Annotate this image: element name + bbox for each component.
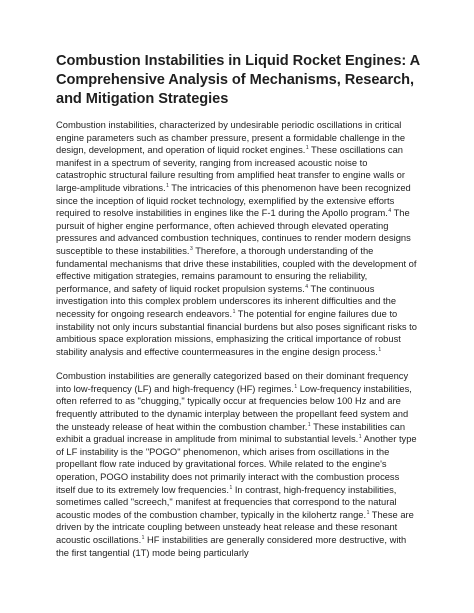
citation-marker: 1 xyxy=(229,484,233,491)
text-run: These instabilities can exhibit a gradual increase in amplitude from minimal to substantial levels. xyxy=(56,421,406,445)
citation-marker: 4 xyxy=(305,283,309,290)
text-run: Another type of LF instability is the "POGO" phenomenon, which arises from oscillations in the propellant flow rate induced by gravitational forces. While related to the engine's operation, POGO instability does not primarily interact with the combustion process itself due to its extremely low frequencies. xyxy=(56,434,417,495)
citation-marker: 1 xyxy=(166,182,169,189)
text-run: These are driven by the intricate coupling between unsteady heat release and these resonant acoustic oscillations. xyxy=(56,509,414,545)
citation-marker: 1 xyxy=(232,308,236,315)
citation-marker: 1 xyxy=(305,145,309,152)
paragraph-intro xyxy=(56,119,420,358)
text-run: The potential for engine failures due to instability not only incurs substantial financial burdens but also poses significant risks to ambitious space exploration missions, emphasizing the critical importance of robust stability analysis and effective countermeasures in the engine design process. xyxy=(56,308,417,357)
document-title: Combustion Instabilities in Liquid Rocket Engines: A Comprehensive Analysis of Mechanisms, Research, and Mitigation Strategies xyxy=(56,53,420,107)
citation-marker: 1 xyxy=(141,534,145,541)
paragraph-classification xyxy=(56,370,420,559)
text-run: These oscillations can manifest in a spectrum of severity, ranging from increased acoustic noise to catastrophic structural failure resulting from amplified heat transfer to engine walls or large-amplitude vibrations. xyxy=(56,145,405,193)
citation-marker: 1 xyxy=(378,346,382,353)
text-run: The pursuit of higher engine performance, often achieved through elevated operating pressures and advanced combustion techniques, continues to render modern designs susceptible to these instabilities. xyxy=(56,208,411,256)
text-run: Combustion instabilities, characterized by undesirable periodic oscillations in critical engine parameters such as chamber pressure, present a formidable challenge in the design, development, and operation of liquid rocket engines. xyxy=(56,120,406,156)
text-run: The intricacies of this phenomenon have been recognized since the inception of liquid rocket technology, exemplified by the extensive efforts required to resolve instabilities in engines like the F-1 during the Apollo program. xyxy=(56,182,411,219)
text-run: Low-frequency instabilities, often referred to as "chugging," typically occur at frequencies below 100 Hz and are frequently attributed to the dynamic interplay between the propellant feed system and the unsteady release of heat within the combustion chamber. xyxy=(56,383,412,432)
text-run: Therefore, a thorough understanding of the fundamental mechanisms that drive these instabilities, coupled with the development of effective mitigation strategies, remains paramount to ensuring the reliability, performance, and safety of liquid rocket propulsion systems. xyxy=(56,245,417,294)
citation-marker: 4 xyxy=(388,208,392,215)
text-run: Combustion instabilities are generally categorized based on their dominant frequency into low-frequency (LF) and high-frequency (HF) regimes. xyxy=(56,371,409,394)
citation-marker: 1 xyxy=(358,434,362,441)
citation-marker: 1 xyxy=(294,383,298,390)
text-run: The continuous investigation into this complex problem underscores its inherent difficulties and the necessity for ongoing research endeavors. xyxy=(56,283,397,319)
citation-marker: 1 xyxy=(366,509,370,516)
citation-marker: 3 xyxy=(189,245,193,252)
citation-marker: 1 xyxy=(307,421,311,428)
text-run: HF instabilities are generally considered more destructive, with the first tangential (1T) mode being particularly xyxy=(56,535,407,558)
text-run: In contrast, high-frequency instabilities, sometimes called "screech," manifest at frequencies that correspond to the natural acoustic modes of the combustion chamber, typically in the kilohertz range. xyxy=(56,484,397,520)
